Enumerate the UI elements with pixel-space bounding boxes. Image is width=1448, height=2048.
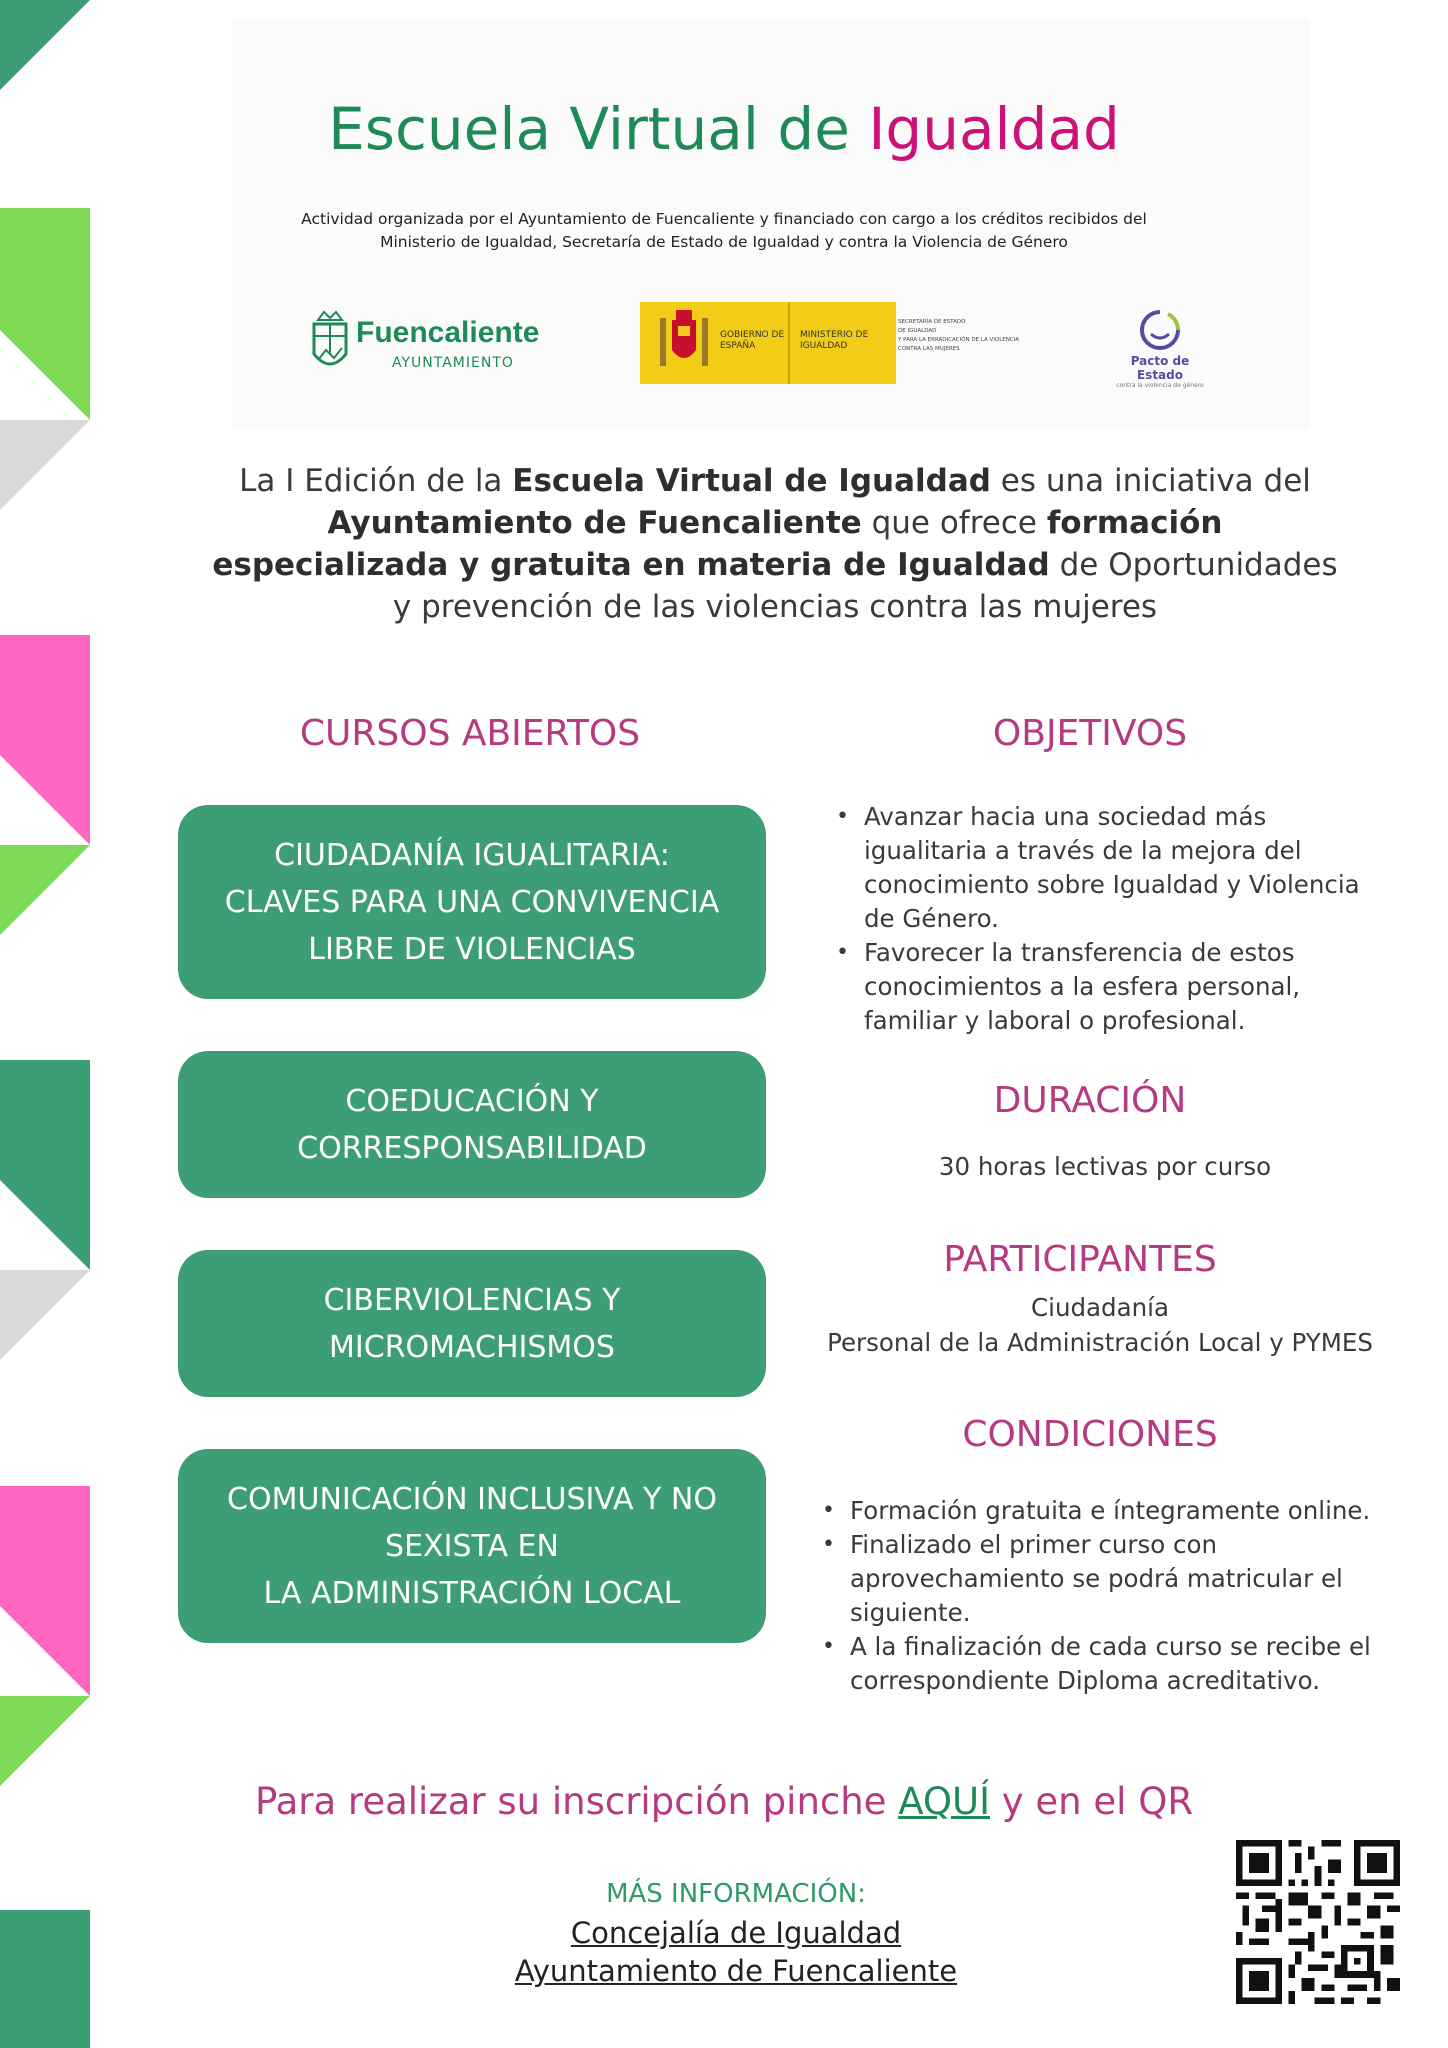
title-highlight: Igualdad — [868, 95, 1120, 163]
course-title: CIUDADANÍA IGUALITARIA: CLAVES PARA UNA CONVIVENCIA LIBRE DE VIOLENCIAS — [224, 837, 720, 967]
page-title: Escuela Virtual de Igualdad — [328, 95, 1120, 163]
intro-paragraph: La I Edición de la Escuela Virtual de Igualdad es una iniciativa del Ayuntamiento de Fuencaliente que ofrece formación especializada y gratuita en materia de Igualdad de Oportunidades y prevención de las violencias contra las mujeres — [212, 463, 1338, 625]
participantes-line1: Ciudadanía — [1031, 1293, 1169, 1322]
fuencaliente-logo — [310, 310, 560, 390]
gobierno-logo — [640, 302, 896, 384]
participantes-text — [800, 1290, 1400, 1360]
organizer-note-line1: Actividad organizada por el Ayuntamiento de Fuencaliente y financiado con cargo a los créditos recibidos del — [301, 210, 1147, 228]
participantes-heading: PARTICIPANTES — [943, 1239, 1217, 1280]
objetivos-heading: OBJETIVOS — [992, 713, 1188, 754]
cursos-heading: CURSOS ABIERTOS — [299, 713, 641, 754]
deco-triangle-pink-2 — [0, 1486, 90, 1696]
deco-triangle-grey-2 — [0, 1270, 90, 1360]
registration-cta: Para realizar su inscripción pinche AQUÍ y en el QR — [254, 1780, 1194, 1823]
list-item: • Finalizado el primer curso con aprovechamiento se podrá matricular el siguiente. — [822, 1528, 1402, 1630]
left-decoration — [0, 0, 92, 2048]
secretaria-line2: DE IGUALDAD — [898, 328, 937, 334]
ministerio-text: MINISTERIO DE IGUALDAD — [800, 330, 869, 351]
deco-triangle-lime-3 — [0, 1696, 90, 1786]
ayuntamiento-link[interactable]: Ayuntamiento de Fuencaliente — [514, 1954, 958, 1988]
qr-code-icon[interactable] — [1236, 1840, 1400, 2004]
more-info-heading: MÁS INFORMACIÓN: — [606, 1879, 866, 1909]
gobierno-text: GOBIERNO DE ESPAÑA — [720, 330, 785, 351]
secretaria-line3: Y PARA LA ERRADICACIÓN DE LA VIOLENCIA — [898, 337, 1020, 343]
organizer-note-line2: Ministerio de Igualdad, Secretaría de Estado de Igualdad y contra la Violencia de Género — [380, 233, 1068, 251]
duracion-text: 30 horas lectivas por curso — [938, 1152, 1272, 1181]
fuencaliente-name: Fuencaliente — [356, 316, 540, 349]
deco-triangle-green-top — [0, 0, 90, 90]
deco-triangle-green-2 — [0, 1060, 90, 1270]
deco-rect-green-bottom — [0, 1910, 90, 2048]
pacto-estado-logo — [1110, 308, 1210, 388]
duracion-heading: DURACIÓN — [993, 1080, 1187, 1121]
course-card-comunicacion[interactable] — [178, 1449, 766, 1643]
list-item: • Avanzar hacia una sociedad más igualitaria a través de la mejora del conocimiento sobre Igualdad y Violencia de Género. — [836, 800, 1396, 936]
spain-coat-of-arms-icon — [654, 308, 714, 378]
registration-link[interactable]: AQUÍ — [898, 1780, 990, 1823]
course-title: COEDUCACIÓN Y CORRESPONSABILIDAD — [297, 1083, 647, 1166]
deco-triangle-grey-1 — [0, 420, 90, 510]
organizer-note — [300, 208, 1148, 254]
secretaria-line1: SECRETARÍA DE ESTADO — [898, 319, 966, 325]
course-title: CIBERVIOLENCIAS Y MICROMACHISMOS — [323, 1282, 621, 1365]
fuencaliente-sub: AYUNTAMIENTO — [392, 355, 514, 371]
course-card-ciudadania[interactable] — [178, 805, 766, 999]
pacto-text: Pacto de Estado — [1130, 354, 1190, 382]
list-item: • Favorecer la transferencia de estos conocimientos a la esfera personal, familiar y laboral o profesional. — [836, 936, 1396, 1038]
pacto-sub: contra la violencia de género — [1116, 382, 1204, 389]
list-item: • Formación gratuita e íntegramente online. — [822, 1494, 1402, 1528]
secretaria-line4: CONTRA LAS MUJERES — [898, 346, 960, 352]
pacto-circle-icon — [1135, 308, 1185, 354]
coat-of-arms-icon — [310, 310, 350, 380]
deco-triangle-pink-1 — [0, 635, 90, 845]
course-title: COMUNICACIÓN INCLUSIVA Y NO SEXISTA EN LA ADMINISTRACIÓN LOCAL — [227, 1481, 717, 1611]
condiciones-heading: CONDICIONES — [962, 1414, 1218, 1455]
condiciones-list — [822, 1494, 1402, 1698]
course-card-ciberviolencias[interactable] — [178, 1250, 766, 1397]
secretaria-logo — [898, 318, 1038, 378]
list-item: • A la finalización de cada curso se recibe el correspondiente Diploma acreditativo. — [822, 1630, 1402, 1698]
objetivos-list — [836, 800, 1396, 1038]
course-card-coeducacion[interactable] — [178, 1051, 766, 1198]
concejalia-link[interactable]: Concejalía de Igualdad — [570, 1916, 902, 1950]
participantes-line2: Personal de la Administración Local y PYMES — [827, 1328, 1373, 1357]
deco-triangle-lime-1 — [0, 208, 90, 420]
deco-triangle-lime-2 — [0, 845, 90, 935]
